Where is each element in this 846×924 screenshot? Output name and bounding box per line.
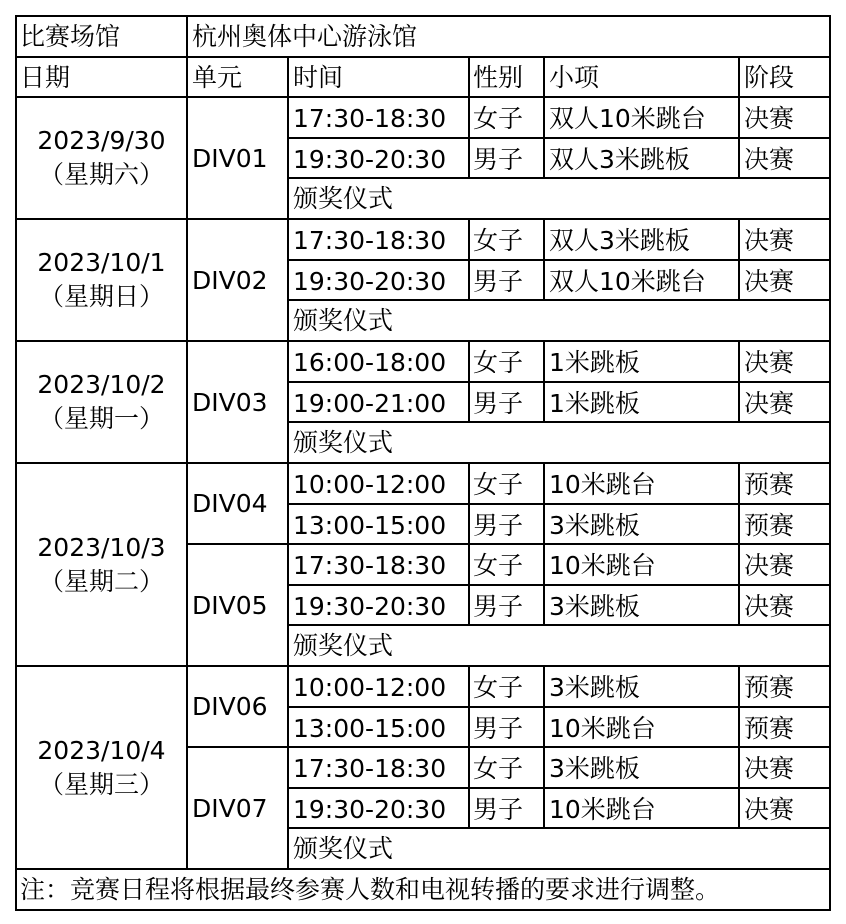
grid-line — [829, 15, 831, 911]
gender-cell: 女子 — [473, 348, 524, 377]
event-cell: 双人3米跳板 — [549, 145, 690, 174]
grid-line — [738, 665, 740, 829]
stage-cell: 预赛 — [744, 511, 795, 540]
grid-line — [738, 218, 740, 301]
stage-cell: 决赛 — [744, 348, 795, 377]
weekday-text: （星期一） — [38, 404, 164, 433]
stage-cell: 决赛 — [744, 226, 795, 255]
weekday-text: （星期三） — [38, 769, 164, 799]
stage-cell: 预赛 — [744, 673, 795, 702]
time-cell: 17:30-18:30 — [293, 104, 447, 133]
gender-cell: 男子 — [473, 145, 524, 174]
grid-line — [738, 462, 740, 626]
stage-cell: 决赛 — [744, 551, 795, 580]
grid-line — [468, 340, 470, 423]
stage-cell: 预赛 — [744, 714, 795, 743]
gender-cell: 男子 — [473, 795, 524, 824]
award-ceremony-cell: 颁奖仪式 — [293, 631, 394, 660]
grid-line — [287, 56, 289, 870]
event-cell: 3米跳板 — [549, 754, 640, 783]
gender-cell: 女子 — [473, 226, 524, 255]
event-cell: 双人10米跳台 — [549, 104, 706, 133]
date-cell — [17, 464, 186, 665]
gender-cell: 女子 — [473, 470, 524, 499]
event-cell: 双人10米跳台 — [549, 267, 706, 296]
event-cell: 10米跳台 — [549, 714, 656, 743]
grid-line — [543, 218, 545, 301]
unit-cell: DIV07 — [192, 793, 268, 823]
time-cell: 16:00-18:00 — [293, 348, 447, 377]
stage-cell: 决赛 — [744, 389, 795, 418]
weekday-text: （星期二） — [38, 566, 164, 596]
grid-line — [468, 56, 470, 179]
grid-line — [543, 462, 545, 626]
column-header-time: 时间 — [293, 62, 344, 92]
event-cell: 双人3米跳板 — [549, 226, 690, 255]
footnote: 注：竞赛日程将根据最终参赛人数和电视转播的要求进行调整。 — [20, 875, 721, 904]
gender-cell: 男子 — [473, 511, 524, 540]
column-header-date: 日期 — [20, 62, 71, 92]
event-cell: 1米跳板 — [549, 348, 640, 377]
grid-line — [468, 462, 470, 626]
stage-cell: 决赛 — [744, 267, 795, 296]
event-cell: 1米跳板 — [549, 389, 640, 418]
time-cell: 13:00-15:00 — [293, 714, 447, 743]
award-ceremony-cell: 颁奖仪式 — [293, 834, 394, 863]
gender-cell: 男子 — [473, 389, 524, 418]
date-text: 2023/9/30 — [37, 126, 166, 155]
stage-cell: 决赛 — [744, 754, 795, 783]
time-cell: 17:30-18:30 — [293, 754, 447, 783]
gender-cell: 女子 — [473, 551, 524, 580]
time-cell: 10:00-12:00 — [293, 470, 447, 499]
column-header-stage: 阶段 — [744, 62, 795, 92]
time-cell: 17:30-18:30 — [293, 226, 447, 255]
date-cell — [17, 98, 186, 218]
grid-line — [186, 15, 188, 870]
event-cell: 10米跳台 — [549, 470, 656, 499]
time-cell: 13:00-15:00 — [293, 511, 447, 540]
grid-line — [738, 340, 740, 423]
date-text: 2023/10/1 — [37, 248, 166, 277]
date-text: 2023/10/3 — [37, 532, 166, 562]
unit-cell: DIV05 — [192, 590, 268, 620]
grid-line — [468, 218, 470, 301]
award-ceremony-cell: 颁奖仪式 — [293, 184, 394, 213]
grid-line — [15, 909, 830, 911]
unit-cell: DIV02 — [192, 265, 268, 295]
unit-cell: DIV06 — [192, 692, 268, 721]
gender-cell: 女子 — [473, 104, 524, 133]
gender-cell: 男子 — [473, 592, 524, 621]
award-ceremony-cell: 颁奖仪式 — [293, 306, 394, 335]
date-cell — [17, 342, 186, 462]
weekday-text: （星期六） — [38, 160, 164, 189]
time-cell: 19:30-20:30 — [293, 267, 447, 296]
date-text: 2023/10/4 — [37, 735, 166, 765]
venue-name: 杭州奥体中心游泳馆 — [192, 22, 418, 51]
time-cell: 17:30-18:30 — [293, 551, 447, 580]
stage-cell: 决赛 — [744, 145, 795, 174]
gender-cell: 女子 — [473, 754, 524, 783]
gender-cell: 男子 — [473, 714, 524, 743]
time-cell: 19:30-20:30 — [293, 592, 447, 621]
stage-cell: 决赛 — [744, 592, 795, 621]
unit-cell: DIV04 — [192, 489, 268, 518]
venue-label: 比赛场馆 — [20, 22, 121, 51]
event-cell: 10米跳台 — [549, 551, 656, 580]
date-cell — [17, 220, 186, 340]
award-ceremony-cell: 颁奖仪式 — [293, 428, 394, 457]
grid-line — [738, 56, 740, 179]
weekday-text: （星期日） — [38, 282, 164, 311]
unit-cell: DIV01 — [192, 143, 268, 173]
gender-cell: 女子 — [473, 673, 524, 702]
stage-cell: 预赛 — [744, 470, 795, 499]
stage-cell: 决赛 — [744, 104, 795, 133]
time-cell: 19:30-20:30 — [293, 795, 447, 824]
grid-line — [543, 340, 545, 423]
column-header-unit: 单元 — [192, 62, 243, 92]
grid-line — [543, 665, 545, 829]
event-cell: 3米跳板 — [549, 592, 640, 621]
event-cell: 10米跳台 — [549, 795, 656, 824]
unit-cell: DIV03 — [192, 387, 268, 417]
time-cell: 19:00-21:00 — [293, 389, 447, 418]
column-header-event: 小项 — [549, 62, 600, 92]
event-cell: 3米跳板 — [549, 511, 640, 540]
event-cell: 3米跳板 — [549, 673, 640, 702]
grid-line — [468, 665, 470, 829]
time-cell: 10:00-12:00 — [293, 673, 447, 702]
date-cell — [17, 667, 186, 868]
date-text: 2023/10/2 — [37, 370, 166, 399]
stage-cell: 决赛 — [744, 795, 795, 824]
column-header-gender: 性别 — [473, 62, 524, 92]
grid-line — [543, 56, 545, 179]
time-cell: 19:30-20:30 — [293, 145, 447, 174]
gender-cell: 男子 — [473, 267, 524, 296]
